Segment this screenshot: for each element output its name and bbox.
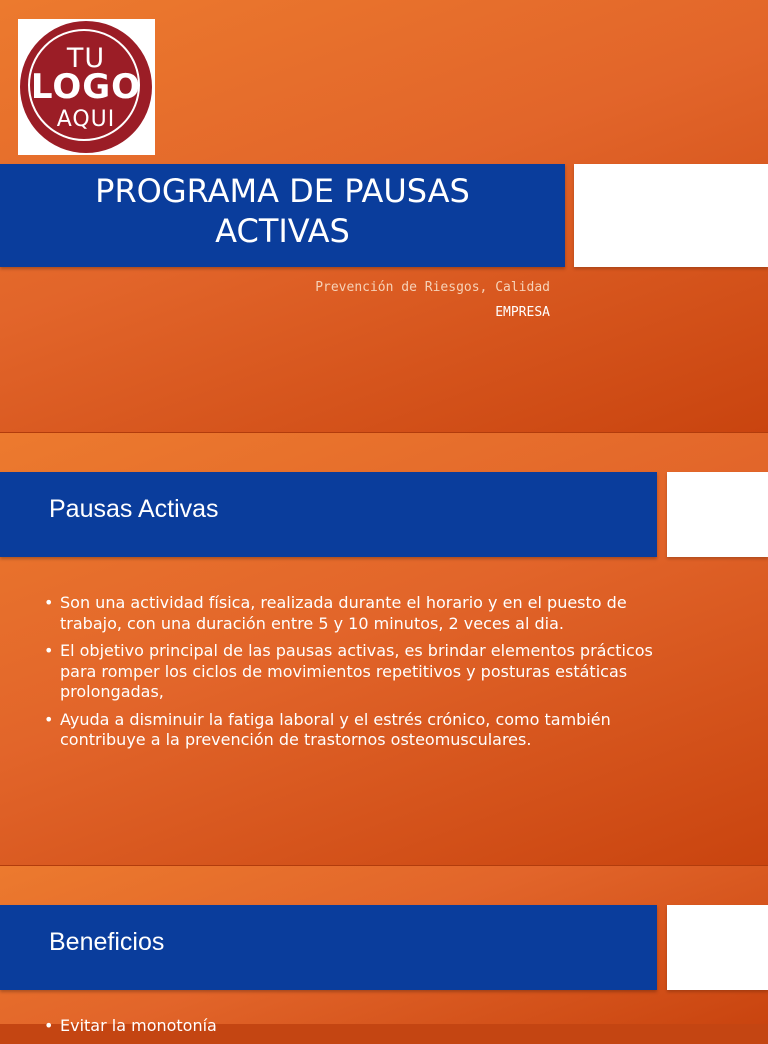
bullet-icon: • — [44, 709, 54, 729]
bullet-list — [44, 593, 654, 758]
bullet-icon: • — [44, 641, 54, 660]
title-band-accent — [574, 164, 768, 267]
bullet-list — [44, 1016, 654, 1044]
bullet-icon: • — [44, 593, 54, 612]
logo-badge-icon — [20, 21, 152, 153]
slide-beneficios — [0, 866, 768, 1035]
slide-title — [0, 0, 768, 432]
section-band-accent — [667, 905, 768, 990]
page-title — [0, 171, 565, 251]
list-item: • El objetivo principal de las pausas activas, es brindar elementos prácticos para romper los ciclos de movimientos repetitivos y posturas estáticas prolongadas, — [44, 641, 653, 701]
logo-placeholder — [18, 19, 155, 155]
page-title-line1: PROGRAMA DE PAUSAS — [95, 172, 470, 210]
logo-text-line2: LOGO — [30, 67, 142, 107]
slide-pausas-activas — [0, 433, 768, 865]
bullet-icon: • — [44, 1016, 54, 1035]
logo-text-line3: AQUI — [56, 107, 116, 132]
section-band-accent — [667, 472, 768, 557]
section-title: Beneficios — [49, 928, 165, 956]
section-title: Pausas Activas — [49, 495, 219, 523]
list-item: • Evitar la monotonía — [44, 1016, 217, 1035]
list-item: • Ayuda a disminuir la fatiga laboral y el estrés crónico, como también contribuye a la prevención de trastornos osteomusculares. — [44, 709, 611, 749]
logo-text-line1: TU — [66, 43, 106, 74]
company-name: EMPRESA — [495, 305, 550, 320]
page-subtitle: Prevención de Riesgos, Calidad — [315, 280, 550, 295]
list-item: • Son una actividad física, realizada durante el horario y en el puesto de trabajo, con una duración entre 5 y 10 minutos, 2 veces al dia. — [44, 593, 627, 633]
page-title-line2: ACTIVAS — [215, 212, 350, 250]
